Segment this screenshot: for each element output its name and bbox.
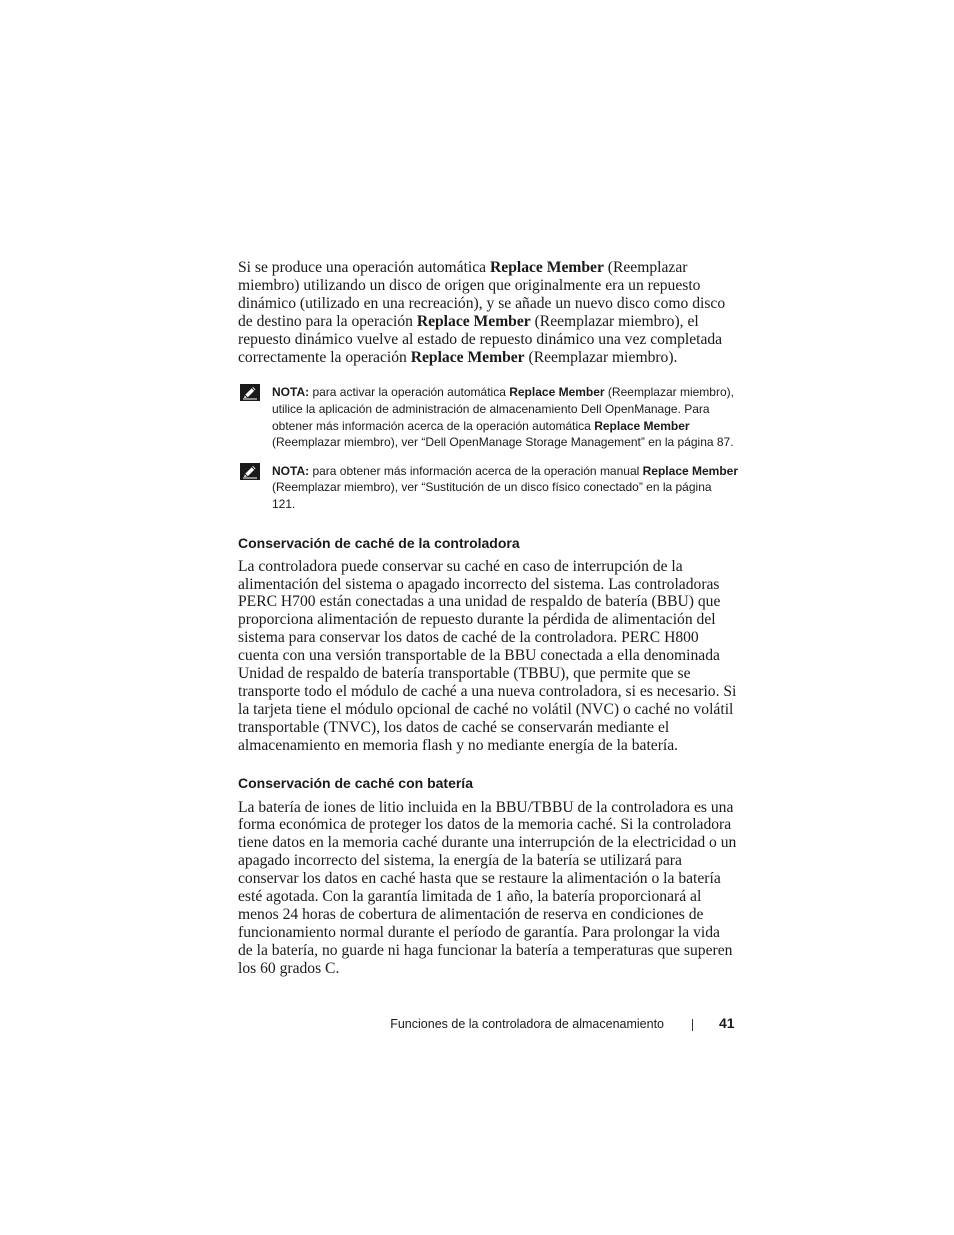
section-heading-controller-cache: Conservación de caché de la controladora xyxy=(238,534,520,551)
pencil-note-icon xyxy=(240,463,260,480)
note-2 xyxy=(238,463,738,513)
page-footer xyxy=(0,1015,954,1035)
footer-title: Funciones de la controladora de almacenamiento xyxy=(390,1017,664,1031)
text-run: para obtener más información acerca de la operación manual xyxy=(309,463,643,478)
bold-term: Replace Member xyxy=(490,259,604,276)
paragraph-battery-cache: La batería de iones de litio incluida en la BBU/TBBU de la controladora es una forma económica de proteger los datos de la memoria caché. Si la controladora tiene datos en la memoria caché durante una interrupción de la electricidad o un apagado incorrecto del sistema, la energía de la batería se utilizará para conservar los datos en caché hasta que se restaure la alimentación o la batería esté agotada. Con la garantía limitada de 1 año, la batería proporcionará al menos 24 horas de cobertura de alimentación de reserva en condiciones de funcionamiento normal durante el período de garantía. Para prolongar la vida de la batería, no guarde ni haga funcionar la batería a temperaturas que superen los 60 grados C. xyxy=(238,798,737,977)
pencil-note-icon xyxy=(240,384,260,401)
bold-term: Replace Member xyxy=(642,463,739,478)
note-label: NOTA: xyxy=(272,385,310,400)
paragraph-replace-member xyxy=(238,259,738,366)
text-run: (Reemplazar miembro). xyxy=(524,348,678,366)
note-1 xyxy=(238,384,738,450)
text-run: (Reemplazar miembro) utilizando un disco de origen que originalmente era un repuesto dinámico (utilizado en una recreación), y se añade un nuevo disco como disco de destino para la operación xyxy=(238,259,726,330)
bold-term: Replace Member xyxy=(416,312,531,330)
text-run: (Reemplazar miembro), ver “Sustitución de un disco físico conectado” en la página 121. xyxy=(272,480,712,511)
text-run: para activar la operación automática xyxy=(309,385,510,400)
text-run: (Reemplazar miembro), el repuesto dinámico vuelve al estado de repuesto dinámico una vez completada correctamente la operación xyxy=(238,312,723,366)
text-run: (Reemplazar miembro), utilice la aplicación de administración de almacenamiento Dell OpenManage. Para obtener más información acerca de la operación automática xyxy=(272,385,734,433)
bold-term: Replace Member xyxy=(509,385,605,400)
page-number: 41 xyxy=(719,1015,735,1031)
bold-term: Replace Member xyxy=(594,418,690,433)
paragraph-controller-cache: La controladora puede conservar su caché en caso de interrupción de la alimentación del sistema o apagado incorrecto del sistema. Las controladoras PERC H700 están conectadas a una unidad de respaldo de batería (BBU) que proporciona alimentación de repuesto durante la pérdida de alimentación del sistema para conservar los datos de caché de la controladora. PERC H800 cuenta con una versión transportable de la BBU conectada a ella denominada Unidad de respaldo de batería transportable (TBBU), que permite que se transporte todo el módulo de caché a una nueva controladora, si es necesario. Si la tarjeta tiene el módulo opcional de caché no volátil (NVC) o caché no volátil transportable (TNVC), los datos de caché se conservarán mediante el almacenamiento en memoria flash y no mediante energía de la batería. xyxy=(238,557,737,754)
text-run: (Reemplazar miembro), ver “Dell OpenManage Storage Management” en la página 87. xyxy=(272,435,734,450)
section-heading-battery-cache: Conservación de caché con batería xyxy=(238,774,473,791)
footer-separator xyxy=(692,1019,693,1031)
note-label: NOTA: xyxy=(272,463,310,478)
page-content xyxy=(238,259,738,978)
text-run: Si se produce una operación automática xyxy=(238,259,491,276)
bold-term: Replace Member xyxy=(410,348,525,366)
